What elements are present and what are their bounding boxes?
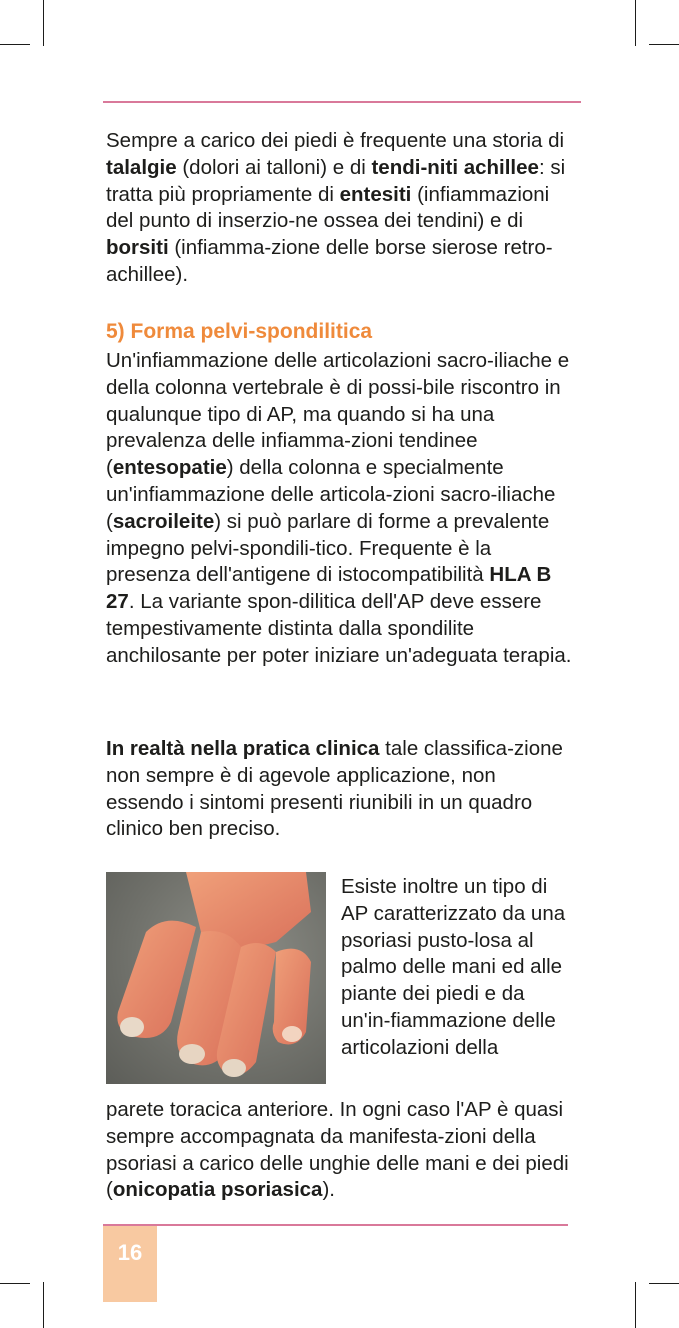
crop-mark <box>649 1283 679 1284</box>
crop-mark <box>43 0 44 46</box>
section-heading: 5) Forma pelvi-spondilitica <box>106 320 373 343</box>
hand-illustration <box>106 872 326 1084</box>
crop-mark <box>0 1283 30 1284</box>
crop-mark <box>635 1282 636 1328</box>
paragraph-pratica-clinica: In realtà nella pratica clinica tale classifica-zione non sempre è di agevole applicazione, non essendo i sintomi presenti riunibili in un quadro clinico ben preciso. <box>106 737 563 841</box>
bottom-rule <box>103 1224 568 1226</box>
hand-photo <box>106 872 326 1084</box>
paragraph-entesiti: Sempre a carico dei piedi è frequente una storia di talalgie (dolori ai talloni) e di tendi-niti achillee: si tratta più propriamente di entesiti (infiammazioni del punto di inserzio-ne ossea dei tendini) e di borsiti (infiamma-zione delle borse sierose retro-achillee). <box>106 129 566 286</box>
paragraph-beside-image: Esiste inoltre un tipo di AP caratterizzato da una psoriasi pusto-losa al palmo delle mani ed alle piante dei piedi e da un'in-fiammazione delle articolazioni della <box>341 875 566 1059</box>
paragraph-pelvi-spondilitica: Un'infiammazione delle articolazioni sacro-iliache e della colonna vertebrale è di possi-bile riscontro in qualunque tipo di AP, ma quando si ha una prevalenza delle infiamma-zioni tendinee (entesopatie) della colonna e specialmente un'infiammazione delle articola-zioni sacro-iliache (sacroileite) si può parlare di forme a prevalente impegno pelvi-spondili-tico. Frequente è la presenza dell'antigene di istocompatibilità HLA B 27. La variante spon-dilitica dell'AP deve essere tempestivamente distinta dalla spondilite anchilosante per poter iniziare un'adeguata terapia. <box>106 349 572 667</box>
paragraph-onicopatia: parete toracica anteriore. In ogni caso l'AP è quasi sempre accompagnata da manifesta-zioni della psoriasi a carico delle unghie delle mani e dei piedi (onicopatia psoriasica). <box>106 1098 569 1202</box>
top-rule <box>103 101 581 103</box>
page-number: 16 <box>103 1226 157 1302</box>
crop-mark <box>649 44 679 45</box>
crop-mark <box>0 44 30 45</box>
crop-mark <box>43 1282 44 1328</box>
crop-mark <box>635 0 636 46</box>
